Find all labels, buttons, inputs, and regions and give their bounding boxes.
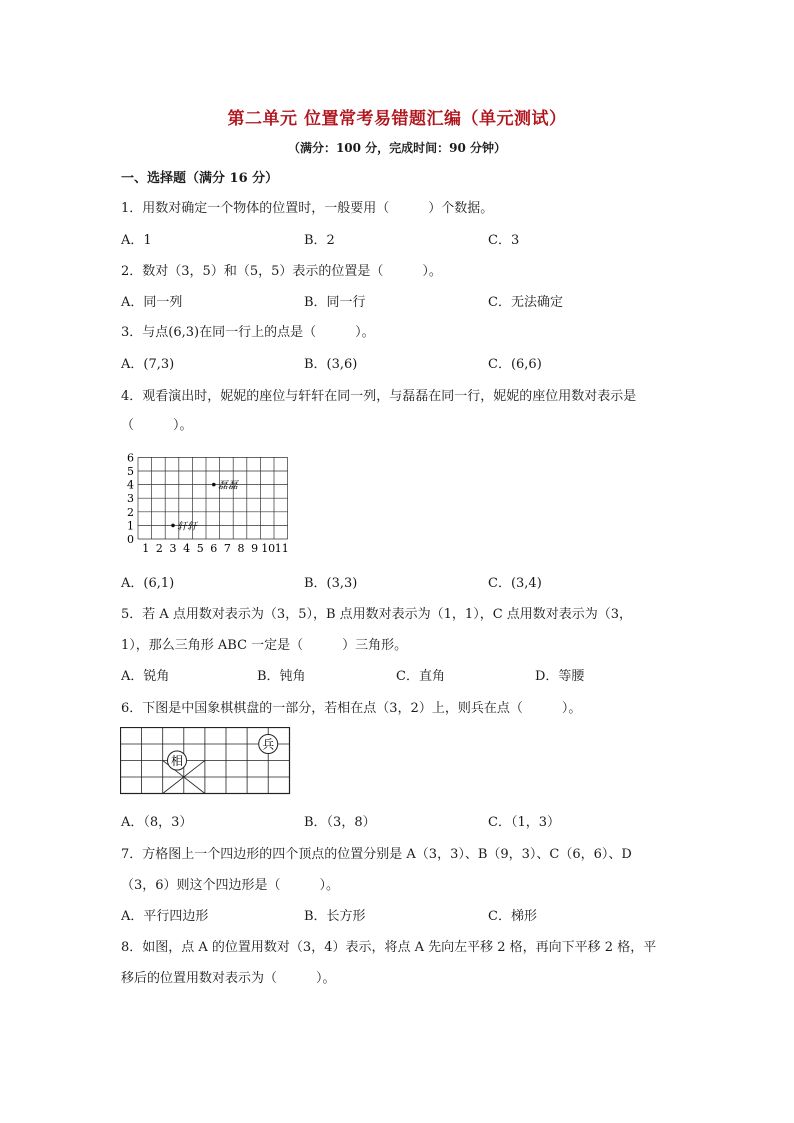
question-8-line-1: 8．如图，点 A 的位置用数对（3，4）表示，将点 A 先向左平移 2 格，再向下平移 2 格，平 bbox=[121, 940, 657, 955]
x-tick-label: 10 bbox=[261, 542, 276, 555]
x-tick-label: 6 bbox=[210, 542, 218, 555]
seat-point-label: 磊磊 bbox=[217, 480, 238, 492]
q3-option-a: A．(7,3) bbox=[121, 357, 175, 372]
y-tick-label: 2 bbox=[127, 505, 134, 519]
q1-option-b: B．2 bbox=[304, 233, 335, 248]
q2-option-b: B．同一行 bbox=[304, 295, 366, 310]
seat-grid-points bbox=[171, 480, 240, 533]
q1-option-c: C．3 bbox=[488, 233, 520, 248]
y-tick-label: 3 bbox=[127, 492, 134, 506]
seat-point bbox=[171, 524, 175, 528]
question-4-line-1: 4．观看演出时，妮妮的座位与轩轩在同一列，与磊磊在同一行，妮妮的座位用数对表示是 bbox=[121, 389, 637, 404]
question-7-line-2: （3，6）则这个四边形是（ ）。 bbox=[121, 878, 340, 893]
q4-option-c: C．(3,4) bbox=[488, 576, 542, 591]
question-6: 6．下图是中国象棋棋盘的一部分，若相在点（3，2）上，则兵在点（ ）。 bbox=[121, 701, 582, 716]
q6-option-b: B．（3，8） bbox=[304, 815, 376, 830]
chess-board-figure bbox=[120, 727, 292, 797]
question-1: 1．用数对确定一个物体的位置时，一般要用（ ）个数据。 bbox=[121, 201, 494, 216]
question-8-line-2: 移后的位置用数对表示为（ ）。 bbox=[121, 971, 336, 986]
page-subtitle: （满分：100 分，完成时间：90 分钟） bbox=[287, 141, 507, 155]
question-2: 2．数对（3，5）和（5，5）表示的位置是（ ）。 bbox=[121, 264, 442, 279]
x-tick-label: 5 bbox=[196, 542, 204, 555]
x-tick-label: 7 bbox=[223, 542, 231, 555]
q6-option-c: C．（1，3） bbox=[488, 815, 560, 830]
q5-option-a: A．锐角 bbox=[121, 669, 170, 684]
seat-grid-figure bbox=[118, 447, 298, 555]
question-5-line-2: 1），那么三角形 ABC 一定是（ ）三角形。 bbox=[121, 638, 408, 653]
q7-option-c: C．梯形 bbox=[488, 909, 537, 924]
q4-option-a: A．(6,1) bbox=[121, 576, 175, 591]
x-tick-label: 4 bbox=[183, 542, 191, 555]
x-tick-label: 8 bbox=[237, 542, 245, 555]
q5-option-d: D．等腰 bbox=[535, 669, 585, 684]
q7-option-b: B．长方形 bbox=[304, 909, 366, 924]
q3-option-c: C．(6,6) bbox=[488, 357, 542, 372]
q4-option-b: B．(3,3) bbox=[304, 576, 358, 591]
bing-piece-label: 兵 bbox=[262, 737, 275, 752]
question-7-line-1: 7．方格图上一个四边形的四个顶点的位置分别是 A（3，3）、B（9，3）、C（6，6）、D bbox=[121, 847, 632, 862]
bing-piece bbox=[259, 735, 278, 754]
y-tick-label: 1 bbox=[127, 519, 134, 533]
q5-option-b: B．钝角 bbox=[257, 669, 306, 684]
seat-point-label: 轩轩 bbox=[177, 521, 197, 533]
question-4-line-2: （ ）。 bbox=[121, 418, 193, 433]
x-tick-label: 11 bbox=[274, 542, 289, 555]
x-tick-label: 2 bbox=[155, 542, 163, 555]
q1-option-a: A．1 bbox=[121, 233, 152, 248]
question-3: 3．与点(6,3)在同一行上的点是（ ）。 bbox=[121, 325, 375, 340]
page-title: 第二单元 位置常考易错题汇编（单元测试） bbox=[227, 109, 567, 129]
xiang-piece bbox=[168, 751, 187, 770]
y-tick-label: 6 bbox=[127, 451, 134, 465]
question-5-line-1: 5．若 A 点用数对表示为（3，5），B 点用数对表示为（1，1），C 点用数对表示为（3， bbox=[121, 607, 633, 622]
y-tick-label: 5 bbox=[127, 465, 134, 478]
q6-option-a: A．（8，3） bbox=[121, 815, 193, 830]
y-tick-label: 4 bbox=[127, 478, 134, 492]
x-tick-label: 1 bbox=[142, 542, 150, 555]
xiang-piece-label: 相 bbox=[170, 754, 184, 768]
seat-grid-y-ticks bbox=[127, 451, 134, 546]
q7-option-a: A．平行四边形 bbox=[121, 909, 209, 924]
q2-option-a: A．同一列 bbox=[121, 295, 183, 310]
x-tick-label: 3 bbox=[169, 542, 177, 555]
q3-option-b: B．(3,6) bbox=[304, 357, 358, 372]
seat-grid-x-ticks bbox=[142, 542, 288, 555]
q2-option-c: C．无法确定 bbox=[488, 295, 563, 310]
x-tick-label: 9 bbox=[251, 542, 259, 555]
y-tick-label: 0 bbox=[127, 533, 134, 546]
section-heading: 一、选择题（满分 16 分） bbox=[121, 171, 279, 186]
seat-grid-lines bbox=[138, 457, 288, 539]
q5-option-c: C．直角 bbox=[396, 669, 445, 684]
seat-point bbox=[212, 483, 216, 487]
